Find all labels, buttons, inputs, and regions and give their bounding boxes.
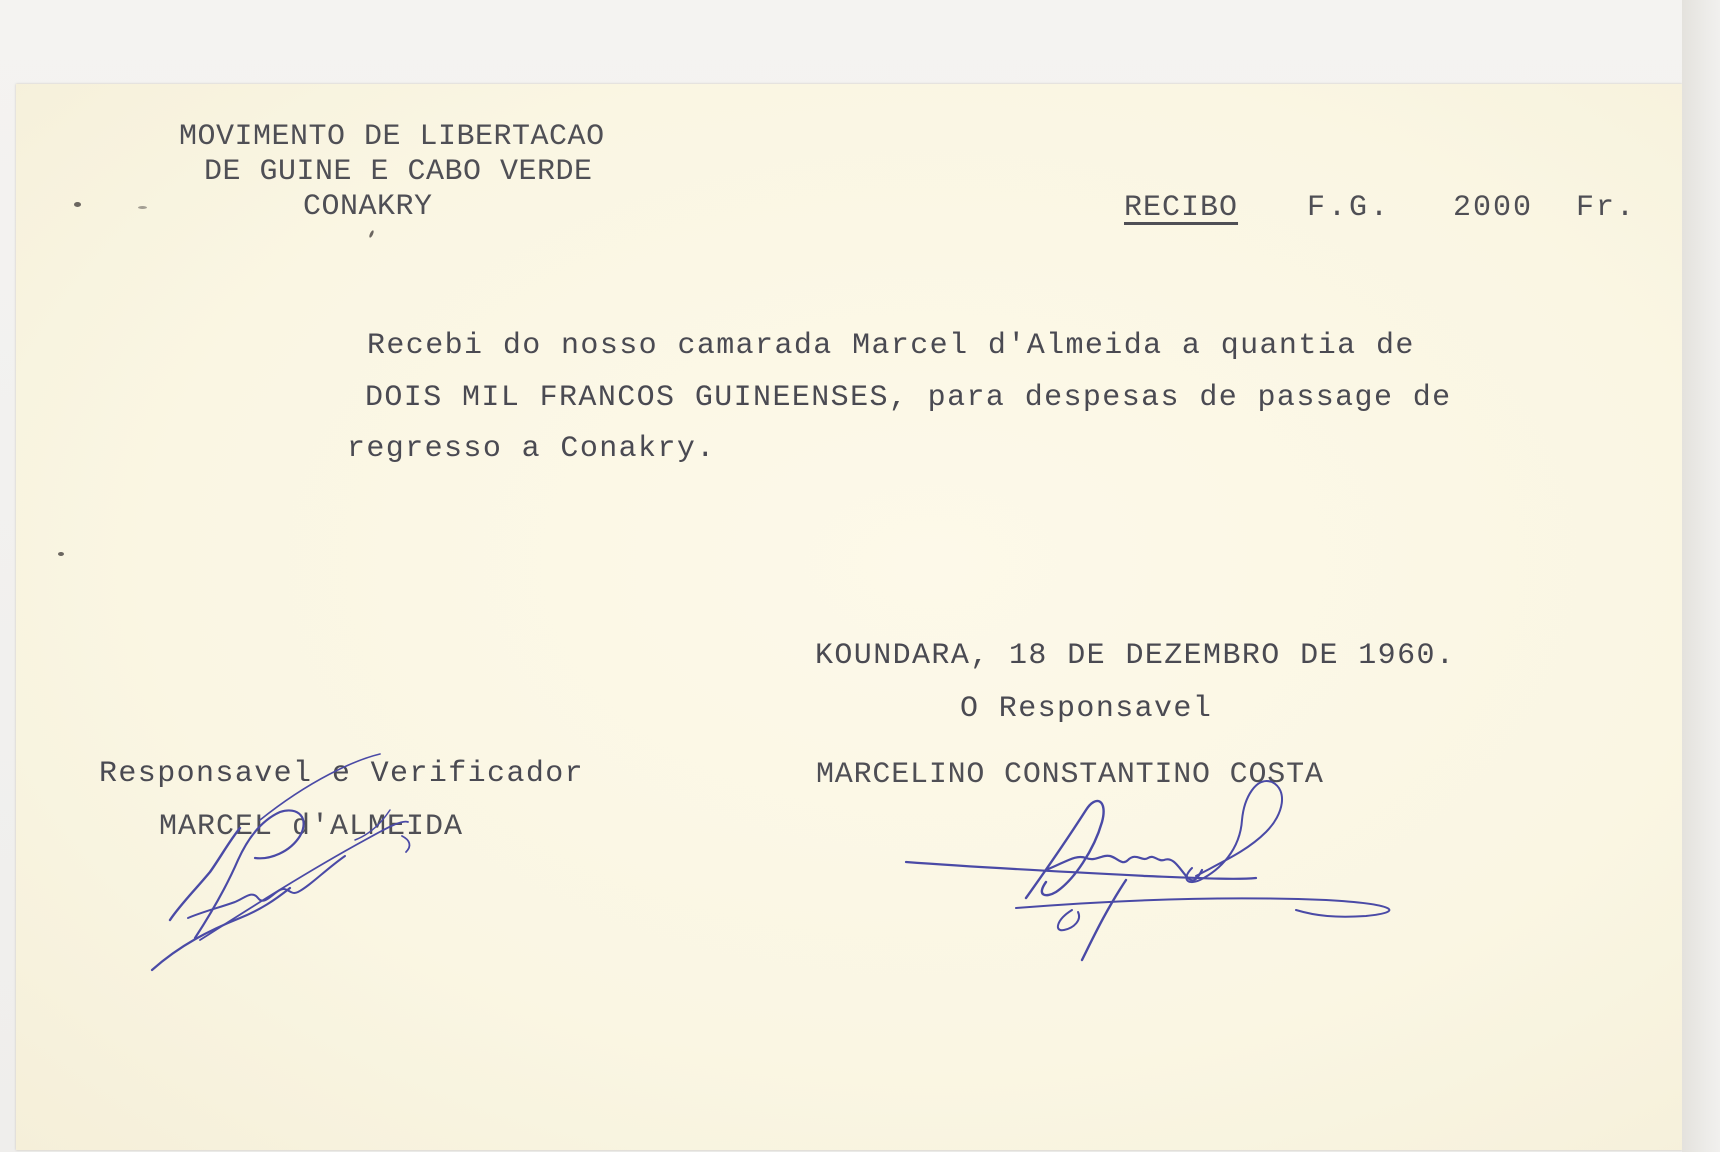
receipt-amount: 2000	[1453, 191, 1534, 225]
paper-speck	[138, 206, 147, 209]
place-date: KOUNDARA, 18 DE DEZEMBRO DE 1960.	[815, 639, 1456, 673]
body-line-3: regresso a Conakry.	[347, 432, 716, 466]
receipt-currency-code: F.G.	[1307, 191, 1392, 225]
letterhead-line-3: CONAKRY	[303, 190, 433, 224]
responsible-role: O Responsavel	[960, 692, 1213, 726]
scan-edge	[1682, 0, 1720, 1152]
body-line-2: DOIS MIL FRANCOS GUINEENSES, para despesas de passage de	[365, 381, 1452, 415]
receipt-title: RECIBO	[1124, 191, 1239, 225]
letterhead-line-2: DE GUINE E CABO VERDE	[204, 155, 593, 189]
paper-speck	[74, 202, 81, 207]
verifier-name: MARCEL d'ALMEIDA	[159, 810, 464, 844]
receipt-unit: Fr.	[1576, 191, 1637, 225]
receipt-paper	[16, 84, 1682, 1150]
letterhead-line-1: MOVIMENTO DE LIBERTACAO	[179, 120, 605, 154]
responsible-name: MARCELINO CONSTANTINO COSTA	[816, 758, 1324, 792]
body-line-1: Recebi do nosso camarada Marcel d'Almeida a quantia de	[367, 329, 1415, 363]
paper-speck	[58, 552, 64, 556]
verifier-role: Responsavel e Verificador	[99, 757, 585, 791]
